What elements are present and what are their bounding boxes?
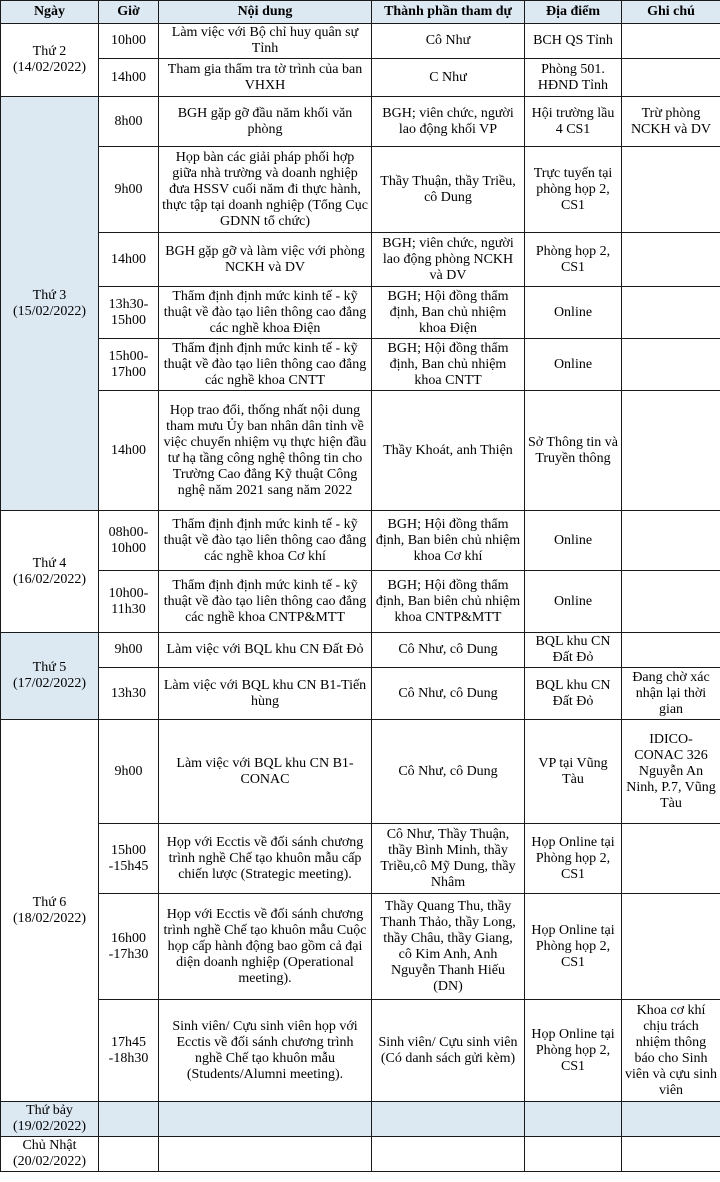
time-cell: 14h00 <box>99 391 159 511</box>
day-cell <box>1 1137 99 1172</box>
participants-cell: BGH; Hội đồng thẩm định, Ban chủ nhiệm khoa CNTT <box>372 339 525 391</box>
content-cell: Tham gia thẩm tra tờ trình của ban VHXH <box>159 59 372 97</box>
day-date: (14/02/2022) <box>12 60 87 75</box>
day-date: (16/02/2022) <box>12 571 87 587</box>
content-cell: Thẩm định định mức kinh tế - kỹ thuật về đào tạo liên thông cao đẳng các nghề khoa Cơ khí <box>159 511 372 571</box>
location-cell: Họp Online tại Phòng họp 2, CS1 <box>525 894 622 1000</box>
participants-cell: Sinh viên/ Cựu sinh viên (Có danh sách gửi kèm) <box>372 1000 525 1102</box>
location-cell: BQL khu CN Đất Đỏ <box>525 633 622 668</box>
note-cell <box>622 24 720 59</box>
participants-cell: Cô Như, cô Dung <box>372 720 525 824</box>
note-cell <box>622 59 720 97</box>
time-cell: 9h00 <box>99 633 159 668</box>
location-cell: BQL khu CN Đất Đỏ <box>525 668 622 720</box>
time-cell <box>99 1137 159 1172</box>
day-date: (18/02/2022) <box>12 910 87 926</box>
participants-cell: Cô Như, cô Dung <box>372 633 525 668</box>
day-date: (15/02/2022) <box>12 303 87 319</box>
table-row <box>1 24 720 59</box>
location-cell: Phòng 501. HĐND Tỉnh <box>525 59 622 97</box>
time-cell: 14h00 <box>99 233 159 287</box>
day-label: Chủ Nhật <box>22 1138 77 1153</box>
time-cell: 10h00-11h30 <box>99 571 159 633</box>
content-cell <box>159 1102 372 1137</box>
participants-cell: Cô Như, cô Dung <box>372 668 525 720</box>
time-cell: 16h00 -17h30 <box>99 894 159 1000</box>
time-cell <box>99 1102 159 1137</box>
day-label: Thứ 4 <box>32 555 67 571</box>
note-cell <box>622 824 720 894</box>
participants-cell: BGH; Hội đồng thẩm định, Ban biên chủ nhiệm khoa CNTP&MTT <box>372 571 525 633</box>
table-row <box>1 391 720 511</box>
note-cell <box>622 1102 720 1137</box>
content-cell: Họp trao đổi, thống nhất nội dung tham mưu Ủy ban nhân dân tỉnh về việc chuyển nhiệm vụ thực hiện đầu tư hạ tầng công nghệ thông tin cho Trường Cao đẳng Kỹ thuật Công nghệ năm 2021 sang năm 2022 <box>159 391 372 511</box>
time-cell: 08h00-10h00 <box>99 511 159 571</box>
location-cell: Hội trường lầu 4 CS1 <box>525 97 622 147</box>
note-cell <box>622 571 720 633</box>
day-cell <box>1 97 99 511</box>
content-cell: Làm việc với BQL khu CN B1-CONAC <box>159 720 372 824</box>
header-note: Ghi chú <box>622 1 720 24</box>
table-row <box>1 59 720 97</box>
day-date: (17/02/2022) <box>12 676 87 691</box>
content-cell: Họp với Ecctis về đối sánh chương trình nghề Chế tạo khuôn mẫu cấp chiến lược (Strategic meeting). <box>159 824 372 894</box>
participants-cell <box>372 1137 525 1172</box>
location-cell: VP tại Vũng Tàu <box>525 720 622 824</box>
participants-cell <box>372 1102 525 1137</box>
content-cell: Làm việc với BQL khu CN B1-Tiến hùng <box>159 668 372 720</box>
participants-cell: BGH; viên chức, người lao động khối VP <box>372 97 525 147</box>
location-cell: Họp Online tại Phòng họp 2, CS1 <box>525 824 622 894</box>
table-row <box>1 233 720 287</box>
table-row <box>1 1000 720 1102</box>
participants-cell: Cô Như <box>372 24 525 59</box>
time-cell: 15h00 -15h45 <box>99 824 159 894</box>
participants-cell: BGH; Hội đồng thẩm định, Ban chủ nhiệm khoa Điện <box>372 287 525 339</box>
table-row <box>1 571 720 633</box>
content-cell: Thẩm định định mức kinh tế - kỹ thuật về đào tạo liên thông cao đẳng các nghề khoa CNTT <box>159 339 372 391</box>
time-cell: 14h00 <box>99 59 159 97</box>
day-cell <box>1 633 99 720</box>
location-cell: Online <box>525 339 622 391</box>
location-cell <box>525 1137 622 1172</box>
table-row <box>1 287 720 339</box>
header-participants: Thành phần tham dự <box>372 1 525 24</box>
content-cell <box>159 1137 372 1172</box>
day-cell <box>1 511 99 633</box>
content-cell: Họp với Ecctis về đối sánh chương trình nghề Chế tạo khuôn mẫu Cuộc họp cấp hành động bao gồm cả đại diện doanh nghiệp (Operational meeting). <box>159 894 372 1000</box>
table-row <box>1 339 720 391</box>
header-location: Địa điểm <box>525 1 622 24</box>
note-cell <box>622 894 720 1000</box>
content-cell: Sinh viên/ Cựu sinh viên họp với Ecctis về đối sánh chương trình nghề Chế tạo khuôn mẫu (Students/Alumni meeting). <box>159 1000 372 1102</box>
participants-cell: BGH; Hội đồng thẩm định, Ban biên chủ nhiệm khoa Cơ khí <box>372 511 525 571</box>
location-cell: Phòng họp 2, CS1 <box>525 233 622 287</box>
day-label: Thứ 5 <box>32 660 67 675</box>
participants-cell: BGH; viên chức, người lao động phòng NCKH và DV <box>372 233 525 287</box>
table-row <box>1 668 720 720</box>
day-date: (19/02/2022) <box>12 1119 87 1134</box>
note-cell: Khoa cơ khí chịu trách nhiệm thông báo cho Sinh viên và cựu sinh viên <box>622 1000 720 1102</box>
day-cell <box>1 720 99 1102</box>
time-cell: 9h00 <box>99 147 159 233</box>
content-cell: Họp bàn các giải pháp phối hợp giữa nhà trường và doanh nghiệp đưa HSSV cuối năm đi thực hành, thực tập tại doanh nghiệp (Tổng Cục GDNN tổ chức) <box>159 147 372 233</box>
participants-cell: Thầy Quang Thu, thầy Thanh Thảo, thầy Long, thầy Châu, thầy Giang, cô Kim Anh, Anh Nguyễn Thanh Hiếu (DN) <box>372 894 525 1000</box>
header-day: Ngày <box>1 1 99 24</box>
table-row <box>1 824 720 894</box>
header-row <box>1 1 720 24</box>
content-cell: Làm việc với BQL khu CN Đất Đỏ <box>159 633 372 668</box>
note-cell <box>622 391 720 511</box>
participants-cell: Thầy Khoát, anh Thiện <box>372 391 525 511</box>
time-cell: 8h00 <box>99 97 159 147</box>
note-cell <box>622 1137 720 1172</box>
location-cell <box>525 1102 622 1137</box>
table-row <box>1 147 720 233</box>
note-cell <box>622 233 720 287</box>
table-row <box>1 97 720 147</box>
time-cell: 9h00 <box>99 720 159 824</box>
day-label: Thứ 3 <box>32 287 67 303</box>
table-row <box>1 1102 720 1137</box>
header-time: Giờ <box>99 1 159 24</box>
time-cell: 17h45 -18h30 <box>99 1000 159 1102</box>
location-cell: Online <box>525 287 622 339</box>
location-cell: Sở Thông tin và Truyền thông <box>525 391 622 511</box>
table-row <box>1 1137 720 1172</box>
note-cell <box>622 339 720 391</box>
content-cell: Làm việc với Bộ chỉ huy quân sự Tỉnh <box>159 24 372 59</box>
schedule-body <box>1 24 720 1172</box>
day-label: Thứ bảy <box>26 1103 73 1118</box>
content-cell: Thẩm định định mức kinh tế - kỹ thuật về đào tạo liên thông cao đẳng các nghề khoa Điện <box>159 287 372 339</box>
time-cell: 13h30-15h00 <box>99 287 159 339</box>
day-label: Thứ 6 <box>32 894 67 910</box>
note-cell: IDICO-CONAC 326 Nguyễn An Ninh, P.7, Vũng Tàu <box>622 720 720 824</box>
time-cell: 13h30 <box>99 668 159 720</box>
location-cell: Online <box>525 511 622 571</box>
day-label: Thứ 2 <box>32 44 67 59</box>
note-cell <box>622 633 720 668</box>
content-cell: BGH gặp gỡ và làm việc với phòng NCKH và DV <box>159 233 372 287</box>
location-cell: Online <box>525 571 622 633</box>
note-cell: Đang chờ xác nhận lại thời gian <box>622 668 720 720</box>
content-cell: Thẩm định định mức kinh tế - kỹ thuật về đào tạo liên thông cao đẳng các nghề khoa CNTP&MTT <box>159 571 372 633</box>
note-cell <box>622 287 720 339</box>
note-cell <box>622 511 720 571</box>
note-cell: Trừ phòng NCKH và DV <box>622 97 720 147</box>
header-content: Nội dung <box>159 1 372 24</box>
content-cell: BGH gặp gỡ đầu năm khối văn phòng <box>159 97 372 147</box>
location-cell: BCH QS Tỉnh <box>525 24 622 59</box>
table-row <box>1 894 720 1000</box>
day-date: (20/02/2022) <box>12 1154 87 1169</box>
table-row <box>1 633 720 668</box>
note-cell <box>622 147 720 233</box>
day-cell <box>1 1102 99 1137</box>
location-cell: Trực tuyến tại phòng họp 2, CS1 <box>525 147 622 233</box>
participants-cell: C Như <box>372 59 525 97</box>
table-row <box>1 511 720 571</box>
participants-cell: Cô Như, Thầy Thuận, thầy Bình Minh, thầy Triều,cô Mỹ Dung, thầy Nhâm <box>372 824 525 894</box>
day-cell <box>1 24 99 97</box>
time-cell: 10h00 <box>99 24 159 59</box>
table-row <box>1 720 720 824</box>
participants-cell: Thầy Thuận, thầy Triều, cô Dung <box>372 147 525 233</box>
location-cell: Họp Online tại Phòng họp 2, CS1 <box>525 1000 622 1102</box>
time-cell: 15h00-17h00 <box>99 339 159 391</box>
